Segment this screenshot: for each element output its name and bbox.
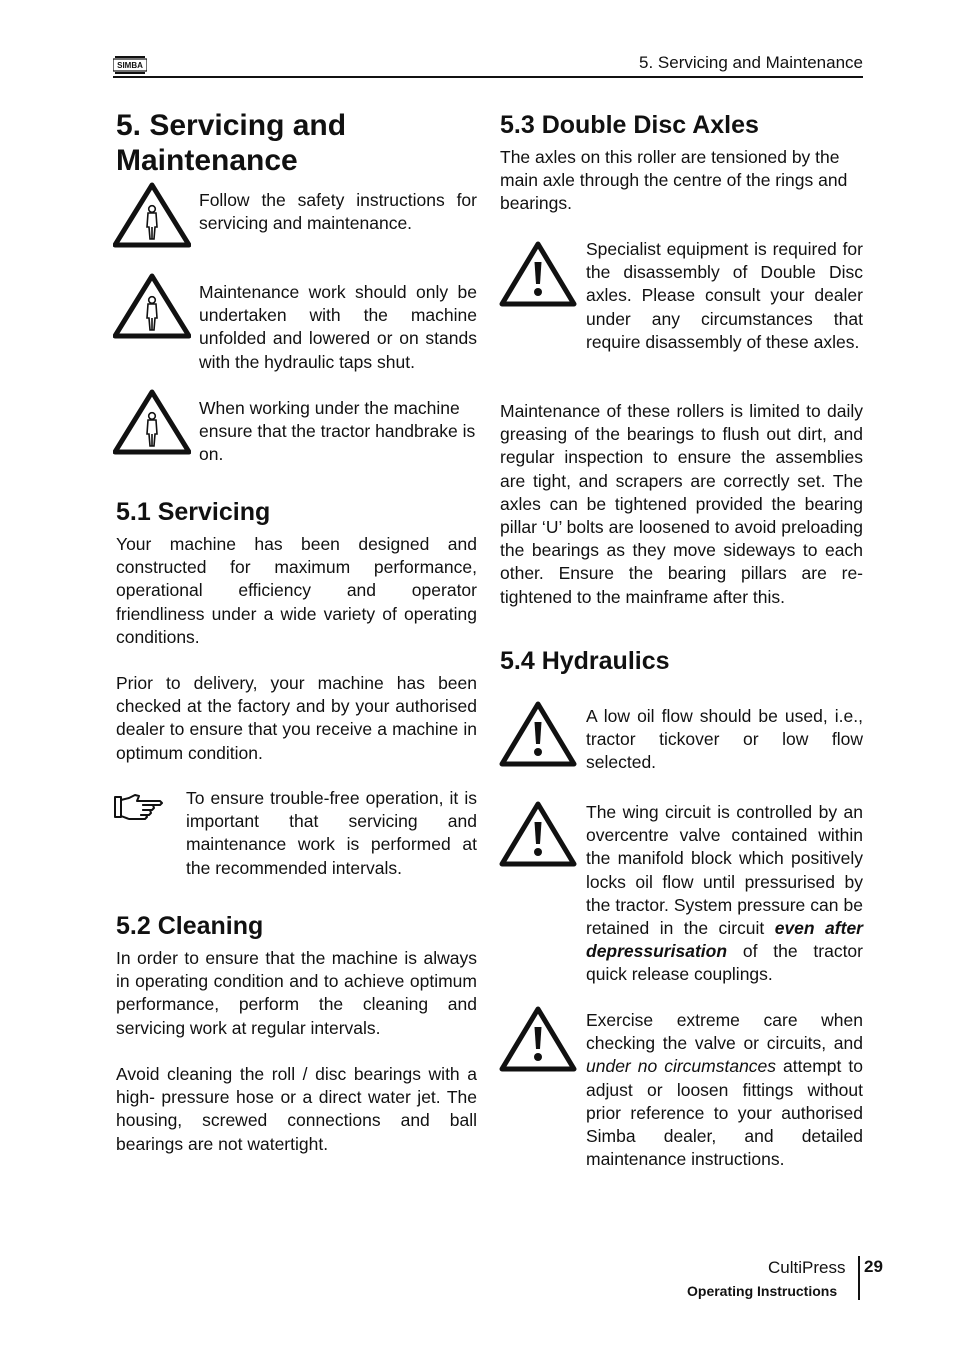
simba-logo xyxy=(113,56,147,74)
person-warning-icon xyxy=(113,389,191,455)
exclamation-warning-icon xyxy=(499,240,577,308)
section-heading-servicing: 5.1 Servicing xyxy=(116,498,271,526)
section-heading-hydraulics: 5.4 Hydraulics xyxy=(500,647,670,675)
exclamation-warning-icon xyxy=(499,800,577,868)
safety-text-2: Maintenance work should only be undertaken with the machine unfolded and lowered or on stands with the hydraulic taps shut. xyxy=(199,282,477,372)
header-rule xyxy=(113,76,863,78)
page-title: 5. Servicing and Maintenance xyxy=(116,109,347,177)
page-number: 29 xyxy=(864,1257,883,1276)
running-head: 5. Servicing and Maintenance xyxy=(639,53,863,72)
cleaning-paragraph-2: Avoid cleaning the roll / disc bearings with a high- pressure hose or a direct water jet. The housing, screwed connections and ball bearings are not watertight. xyxy=(116,1064,477,1154)
axles-paragraph-1: The axles on this roller are tensioned by the main axle through the centre of the rings and bearings. xyxy=(500,147,848,214)
svg-text:SIMBA: SIMBA xyxy=(117,61,143,70)
footer-divider xyxy=(858,1256,860,1300)
hydraulics-warning-3: Exercise extreme care when checking the valve or circuits, and under no circumstances attempt to adjust or loosen fittings without prior reference to your authorised Simba dealer, and detailed maintenance instructions. xyxy=(586,1010,863,1170)
hydraulics-warning-2: The wing circuit is controlled by an overcentre valve contained within the manifold block which positively locks oil flow until pressurised by the tractor. System pressure can be retained in the circuit even after depressurisation of the tractor quick release couplings. xyxy=(586,802,863,985)
exclamation-warning-icon xyxy=(499,700,577,768)
pointing-hand-icon xyxy=(113,792,165,822)
hydraulics-warning-1: A low oil flow should be used, i.e., tractor tickover or low flow selected. xyxy=(586,706,863,773)
axles-warning: Specialist equipment is required for the disassembly of Double Disc axles. Please consult your dealer under any circumstances that require disassembly of these axles. xyxy=(586,239,863,352)
person-warning-icon xyxy=(113,182,191,248)
safety-text-1: Follow the safety instructions for servicing and maintenance. xyxy=(199,190,477,234)
servicing-paragraph-2: Prior to delivery, your machine has been checked at the factory and by your authorised dealer to ensure that you receive a machine in optimum condition. xyxy=(116,673,477,763)
section-heading-axles: 5.3 Double Disc Axles xyxy=(500,111,759,139)
cleaning-paragraph-1: In order to ensure that the machine is always in operating condition and to achieve optimum performance, perform the cleaning and servicing work at regular intervals. xyxy=(116,948,477,1038)
footer-product: CultiPress xyxy=(768,1258,846,1277)
person-warning-icon xyxy=(113,273,191,339)
safety-text-3: When working under the machine ensure that the tractor handbrake is on. xyxy=(199,398,476,465)
exclamation-warning-icon xyxy=(499,1005,577,1073)
footer-subtitle: Operating Instructions xyxy=(687,1283,838,1299)
servicing-note: To ensure trouble-free operation, it is important that servicing and maintenance work is performed at the recommended intervals. xyxy=(186,788,477,878)
axles-paragraph-2: Maintenance of these rollers is limited to daily greasing of the bearings to flush out dirt, and regular inspection to ensure the assemblies are tight, and scrapers are correctly set. The axles can be tightened provided the bearing pillar ‘U’ bolts are loosened to avoid preloading the bearings as they move sideways to each other. Ensure the bearing pillars are re- tightened to the mainframe after this. xyxy=(500,401,863,607)
section-heading-cleaning: 5.2 Cleaning xyxy=(116,912,264,940)
servicing-paragraph-1: Your machine has been designed and constructed for maximum performance, operational efficiency and operator friendliness under a wide variety of operating conditions. xyxy=(116,534,477,647)
